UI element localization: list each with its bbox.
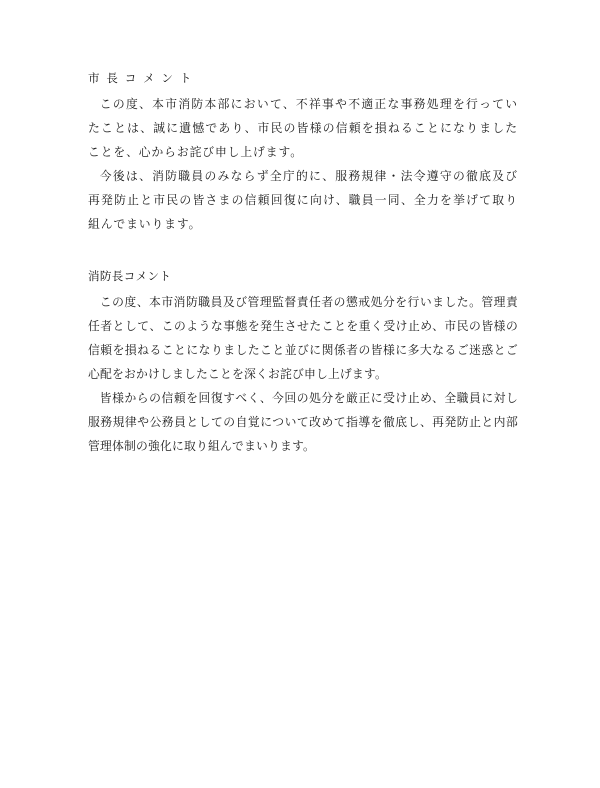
document-body [88, 68, 518, 458]
section-fire-chief-comment [88, 266, 518, 458]
section-heading-mayor: 市 長 コ メ ン ト [88, 71, 193, 85]
section-mayor-comment [88, 68, 518, 236]
paragraph-mayor-1: この度、本市消防本部において、不祥事や不適正な事務処理を行っていたことは、誠に遺憾であり、市民の皆様の信頼を損ねることになりましたことを、心からお詫び申し上げます。 [88, 97, 518, 159]
paragraph-fire-chief-2: 皆様からの信頼を回復すべく、今回の処分を厳正に受け止め、全職員に対し服務規律や公務員としての自覚について改めて指導を徹底し、再発防止と内部管理体制の強化に取り組んでまいります。 [88, 391, 518, 453]
section-heading-fire-chief: 消防長コメント [88, 269, 172, 283]
paragraph-mayor-2: 今後は、消防職員のみならず全庁的に、服務規律・法令遵守の徹底及び再発防止と市民の皆さまの信頼回復に向け、職員一同、全力を挙げて取り組んでまいります。 [88, 169, 518, 231]
paragraph-fire-chief-1: この度、本市消防職員及び管理監督責任者の懲戒処分を行いました。管理責任者として、このような事態を発生させたことを重く受け止め、市民の皆様の信頼を損ねることになりましたこと並びに関係者の皆様に多大なるご迷惑とご心配をおかけしましたことを深くお詫び申し上げます。 [88, 295, 518, 381]
